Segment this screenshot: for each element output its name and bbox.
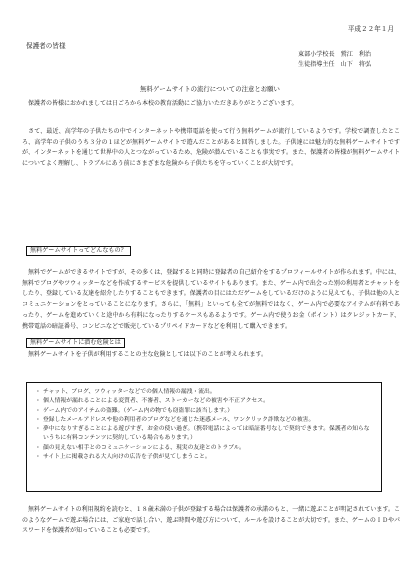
risk-item: ・ 夢中になりすぎることによる遊びすぎ、お金の使い過ぎ。（携帯電話によっては暗証番号なしで契約できます。保護者の知らないうちに有料コンテンツに契約している場合もあります。） <box>35 426 370 442</box>
signature-guidance-lead: 生徒指導主任 山下 将弘 <box>298 61 372 68</box>
risk-list-box <box>26 382 382 492</box>
intro-paragraph: さて、最近、高学年の子供たちの中でインターネットや携帯電話を使って行う無料ゲームが流行しているようです。学校で調査したところ、高学年の子供のうち３分の１ほどが無料ゲームサイトで遊んだことがあると回答しました。子供達には魅力的な無料ゲームサイトですが、インターネットを通じて世界中の人とつながっているため、危険が潜んでいることも事実です。また、保護者の皆様が無料ゲームサイトについてよく理解し、トラブルにあう前にさまざまな危険から子供たちを守っていくことが大切です。 <box>22 128 400 168</box>
bullet-icon: ・ <box>35 454 41 461</box>
bullet-icon: ・ <box>35 444 41 451</box>
closing-paragraph: 無料ゲームサイトの利用規約を読むと、１８歳未満の子供が登録する場合は保護者の承諾のもと、一緒に遊ぶことが明記されています。このようなゲームで遊ぶ場合には、ご家庭で話し合い、遊ぶ時間や遊び方について、ルールを設けることが大切です。また、ゲームのＩＤやパスワードを保護者が知っていることも必要です。 <box>22 506 400 535</box>
risk-item: ・ 個人情報が漏れることによる変質者、不審者、ストーカーなどの被害や不正アクセス。 <box>35 397 373 406</box>
risk-item: ・ 登録したメールアドレスや他の利用者のブログなどを通じた迷惑メール、ワンクリック詐欺などの被害。 <box>35 416 373 425</box>
risk-item: ・ 顔の見えない相手とのコミュニケーションによる、現実の友達とのトラブル。 <box>35 444 373 453</box>
bullet-icon: ・ <box>35 389 41 395</box>
bullet-icon: ・ <box>35 426 41 433</box>
dangers-intro-paragraph: 無料ゲームサイトを子供が利用することの主な危険としては以下のことが考えられます。 <box>22 351 267 358</box>
risk-item: ・ サイト上に掲載される大人向けの広告を子供が見てしまうこと。 <box>35 453 373 462</box>
what-is-paragraph: 無料でゲームができるサイトですが、その多くは、登録すると同時に登録者の自己紹介をするプロフィールサイトが作られます。中には、無料でブログやツウィッターなどを作成するサービスを提供しているサイトもあります。また、ゲーム内で出会った別の利用者とチャットをしたり、登録している友達を紹介したりすることもできます。保護者の目にはただゲームをしているだけのように見えても、子供は他の人とコミュニケーションをとっていることになります。さらに、「無料」といっても全てが無料ではなく、ゲーム内で必要なアイテムが有料であったり、ゲームを進めていくと途中から有料になったりするケースもあるようです。ゲーム内で使うお金（ポイント）はクレジットカード、携帯電話の暗証番号、コンビニなどで販売しているプリペイドカードなどを利用して購入できます。 <box>22 269 400 330</box>
section-heading-what-is: 無料ゲームサイトってどんなもの？ <box>26 246 131 256</box>
bullet-icon: ・ <box>35 398 41 405</box>
document-title: 無料ゲームサイトの流行についての注意とお願い <box>140 85 280 93</box>
section-heading-dangers: 無料ゲームサイトに潜む危険とは <box>26 338 125 348</box>
risk-item: ・ チャット、ブログ、ツウィッターなどでの個人情報の漏洩・流出。 <box>35 388 373 397</box>
greeting-paragraph: 保護者の皆様におかれましては日ごろから本校の教育活動にご協力いただきありがとうございます。 <box>22 100 298 107</box>
addressee: 保護者の皆様 <box>26 42 66 50</box>
bullet-icon: ・ <box>35 416 41 423</box>
risk-item: ・ ゲーム内でのアイテムの盗難。（ゲーム内の物でも窃盗罪に該当します。） <box>35 407 373 416</box>
bullet-icon: ・ <box>35 407 41 414</box>
notice-date: 平成２２年１月 <box>347 25 394 33</box>
risk-list <box>35 388 373 462</box>
signature-principal: 東部小学校長 鷲江 利治 <box>298 51 372 58</box>
